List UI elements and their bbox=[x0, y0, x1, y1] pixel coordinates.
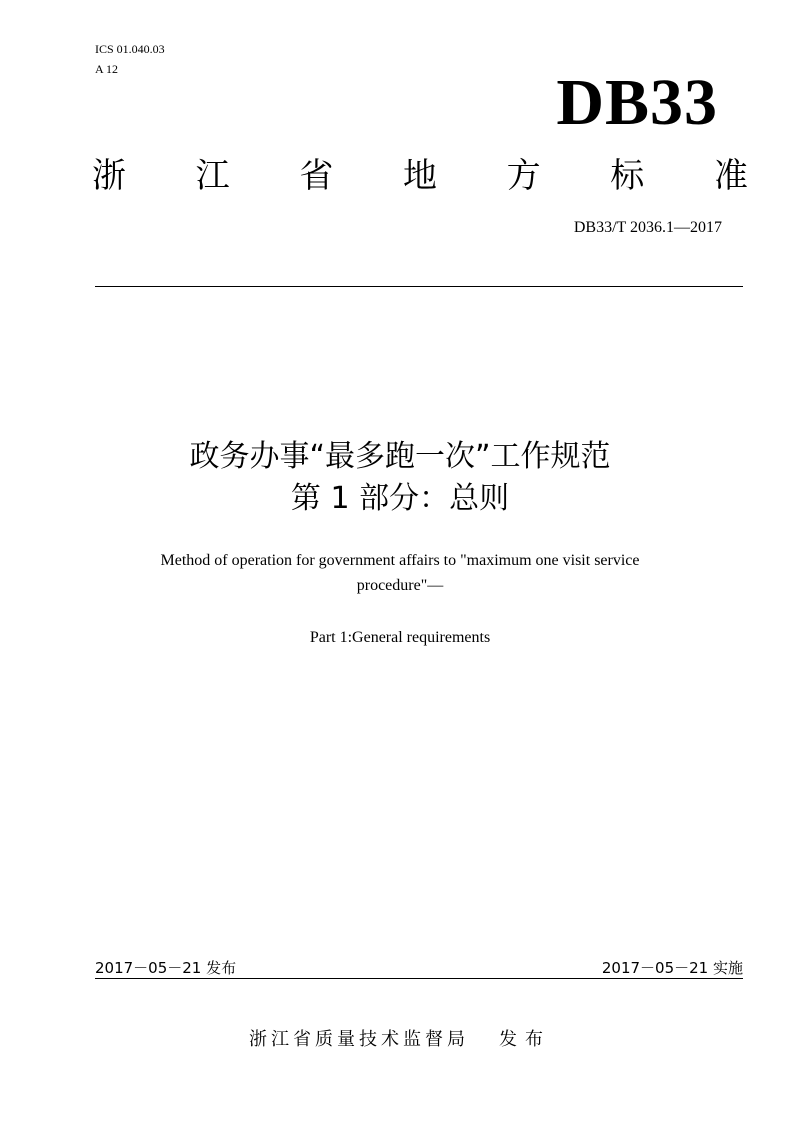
standard-type-char: 江 bbox=[195, 156, 230, 196]
header-divider bbox=[95, 286, 743, 287]
category-code: A 12 bbox=[95, 62, 119, 76]
standard-type-char: 地 bbox=[402, 156, 437, 196]
issuer-action: 发布 bbox=[499, 1029, 551, 1050]
standard-type-char: 方 bbox=[506, 156, 541, 196]
standard-number: DB33/T 2036.1—2017 bbox=[573, 219, 722, 236]
standard-type-title bbox=[92, 156, 748, 196]
standard-type-char: 标 bbox=[610, 156, 645, 196]
implementation-date: 2017－05－21 实施 bbox=[601, 959, 743, 977]
db33-logo: DB33 bbox=[556, 66, 718, 139]
document-part-title: 第 1 部分：总则 bbox=[290, 481, 510, 516]
document-title: 政务办事“最多跑一次”工作规范 bbox=[189, 439, 611, 474]
english-part-title: Part 1:General requirements bbox=[309, 629, 491, 646]
footer-divider bbox=[95, 978, 743, 979]
issuer-name: 浙江省质量技术监督局 bbox=[249, 1029, 469, 1050]
issuer-line bbox=[0, 1028, 800, 1052]
english-title-line: procedure"— bbox=[356, 577, 444, 594]
english-title-line: Method of operation for government affairs to "maximum one visit service bbox=[160, 552, 640, 569]
standard-type-char: 浙 bbox=[92, 156, 126, 196]
ics-code: ICS 01.040.03 bbox=[95, 42, 165, 56]
standard-type-char: 省 bbox=[299, 156, 334, 196]
publish-date: 2017－05－21 发布 bbox=[95, 959, 237, 977]
standard-type-char: 准 bbox=[713, 156, 748, 196]
